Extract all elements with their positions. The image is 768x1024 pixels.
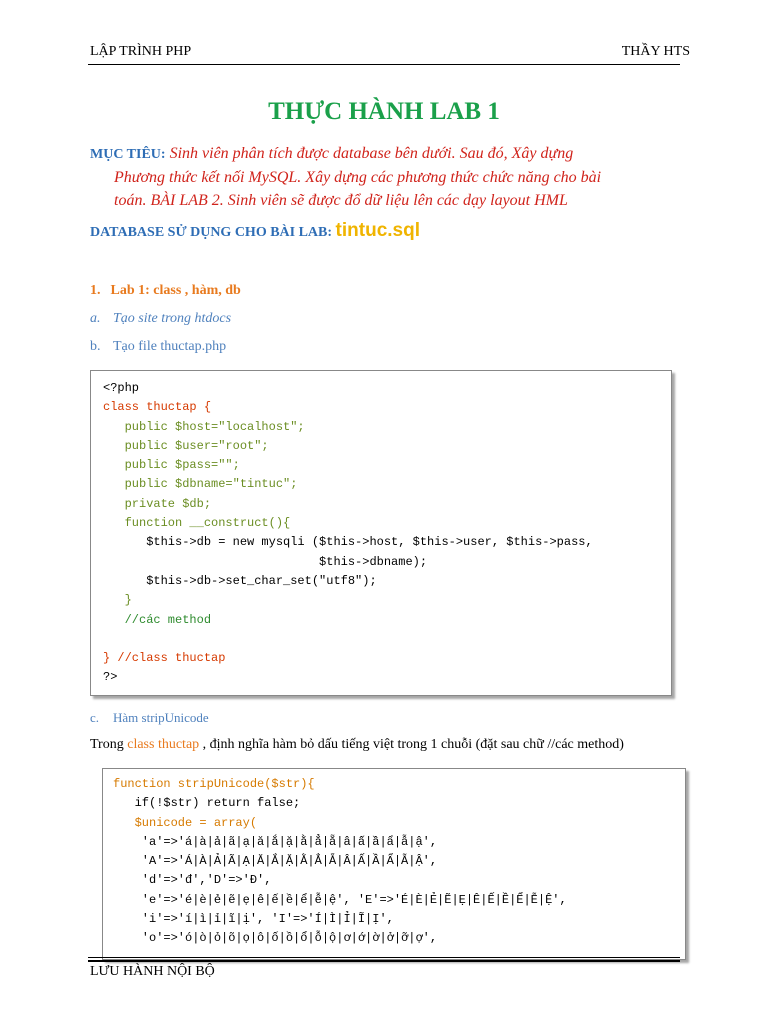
objective-paragraph [90, 142, 678, 212]
section-1-heading [90, 283, 241, 299]
code-line: } //class thuctap [103, 651, 226, 666]
header-rule [88, 64, 680, 65]
sub-item-b [90, 339, 226, 355]
code-block-thuctap [90, 370, 672, 696]
footer-text: LƯU HÀNH NỘI BỘ [90, 964, 215, 979]
objective-line-2: Phương thức kết nối MySQL. Xây dựng các phương thức chức năng cho bài [114, 169, 602, 186]
objective-line-3: toán. BÀI LAB 2. Sinh viên sẽ được đổ dữ liệu lên các dạy layout HML [114, 192, 568, 209]
code-line: 'A'=>'Á|À|Ả|Ã|Ạ|Ă|Ắ|Ặ|Ằ|Ẳ|Ẵ|Â|Ấ|Ầ|Ẩ|Ẫ|Ậ', [113, 854, 438, 869]
sub-item-a-text: Tạo site trong htdocs [113, 311, 232, 326]
code-lines-thuctap [91, 371, 671, 688]
code-line: private $db; [103, 496, 212, 511]
database-label: DATABASE SỬ DỤNG CHO BÀI LAB: [90, 225, 333, 240]
instruction-prefix: Trong [90, 737, 128, 752]
code-line: public $user="root"; [103, 438, 269, 453]
code-line: 'a'=>'á|à|ả|ã|ạ|ă|ắ|ặ|ằ|ẳ|ẵ|â|ấ|ầ|ẩ|ẫ|ậ', [113, 834, 438, 849]
database-file: tintuc.sql [335, 220, 420, 241]
code-line: 'o'=>'ó|ò|ỏ|õ|ọ|ô|ố|ồ|ổ|ỗ|ộ|ơ|ớ|ờ|ở|ỡ|ợ', [113, 931, 438, 946]
code-line: $this->db = new mysqli ($this->host, $this->user, $this->pass, [103, 535, 593, 550]
code-line: function stripUnicode($str){ [113, 777, 315, 791]
code-line: 'd'=>'đ','D'=>'Đ', [113, 873, 272, 888]
instruction-class-name: class thuctap [127, 737, 200, 752]
code-line: function __construct(){ [103, 516, 291, 531]
objective-line-1: Sinh viên phân tích được database bên dưới. Sau đó, Xây dựng [169, 145, 574, 162]
code-line: $this->dbname); [103, 554, 428, 569]
section-1-number: 1. [90, 283, 101, 298]
sub-item-c-text: Hàm stripUnicode [113, 710, 209, 725]
code-line: <?php [103, 381, 140, 395]
code-lines-strip-unicode [103, 769, 685, 949]
instruction-suffix: , định nghĩa hàm bỏ dấu tiếng việt trong 1 chuỗi (đặt sau chữ //các method) [199, 737, 624, 752]
sub-item-a-letter: a. [90, 311, 101, 326]
sub-item-a [90, 311, 231, 327]
objective-label: MỤC TIÊU: [90, 147, 166, 162]
code-line: 'i'=>'í|ì|ỉ|ĩ|ị', 'I'=>'Í|Ì|Ỉ|Ĩ|Ị', [113, 912, 394, 927]
header-left: LẬP TRÌNH PHP [90, 44, 192, 59]
code-line: ?> [103, 670, 118, 685]
sub-item-c-letter: c. [90, 710, 100, 725]
code-block-strip-unicode [102, 768, 686, 960]
code-line: public $pass=""; [103, 458, 240, 473]
code-line: //các method [103, 612, 212, 627]
footer-rule-thin [88, 957, 680, 958]
code-line: class thuctap { [103, 400, 212, 415]
code-line: $unicode = array( [113, 815, 258, 830]
sub-item-b-text: Tạo file thuctap.php [113, 339, 227, 354]
code-line: public $host="localhost"; [103, 419, 305, 434]
sub-item-c [90, 710, 209, 726]
header-right: THẦY HTS [621, 44, 690, 59]
page-title: THỰC HÀNH LAB 1 [268, 98, 500, 125]
code-line: $this->db->set_char_set("utf8"); [103, 573, 377, 588]
code-line: 'e'=>'é|è|ẻ|ẽ|ẹ|ê|ế|ề|ể|ễ|ệ', 'E'=>'É|È|Ẻ|Ẽ|Ẹ|Ê|Ế|Ề|Ể|Ễ|Ệ', [113, 892, 567, 907]
footer-rule-thick [88, 960, 680, 962]
database-line [90, 220, 420, 242]
code-line: if(!$str) return false; [113, 796, 301, 811]
sub-item-b-letter: b. [90, 339, 101, 354]
section-1-title: Lab 1: class , hàm, db [110, 283, 241, 298]
code-line: } [103, 593, 132, 608]
strip-unicode-instruction [90, 737, 624, 753]
code-line: public $dbname="tintuc"; [103, 477, 298, 492]
